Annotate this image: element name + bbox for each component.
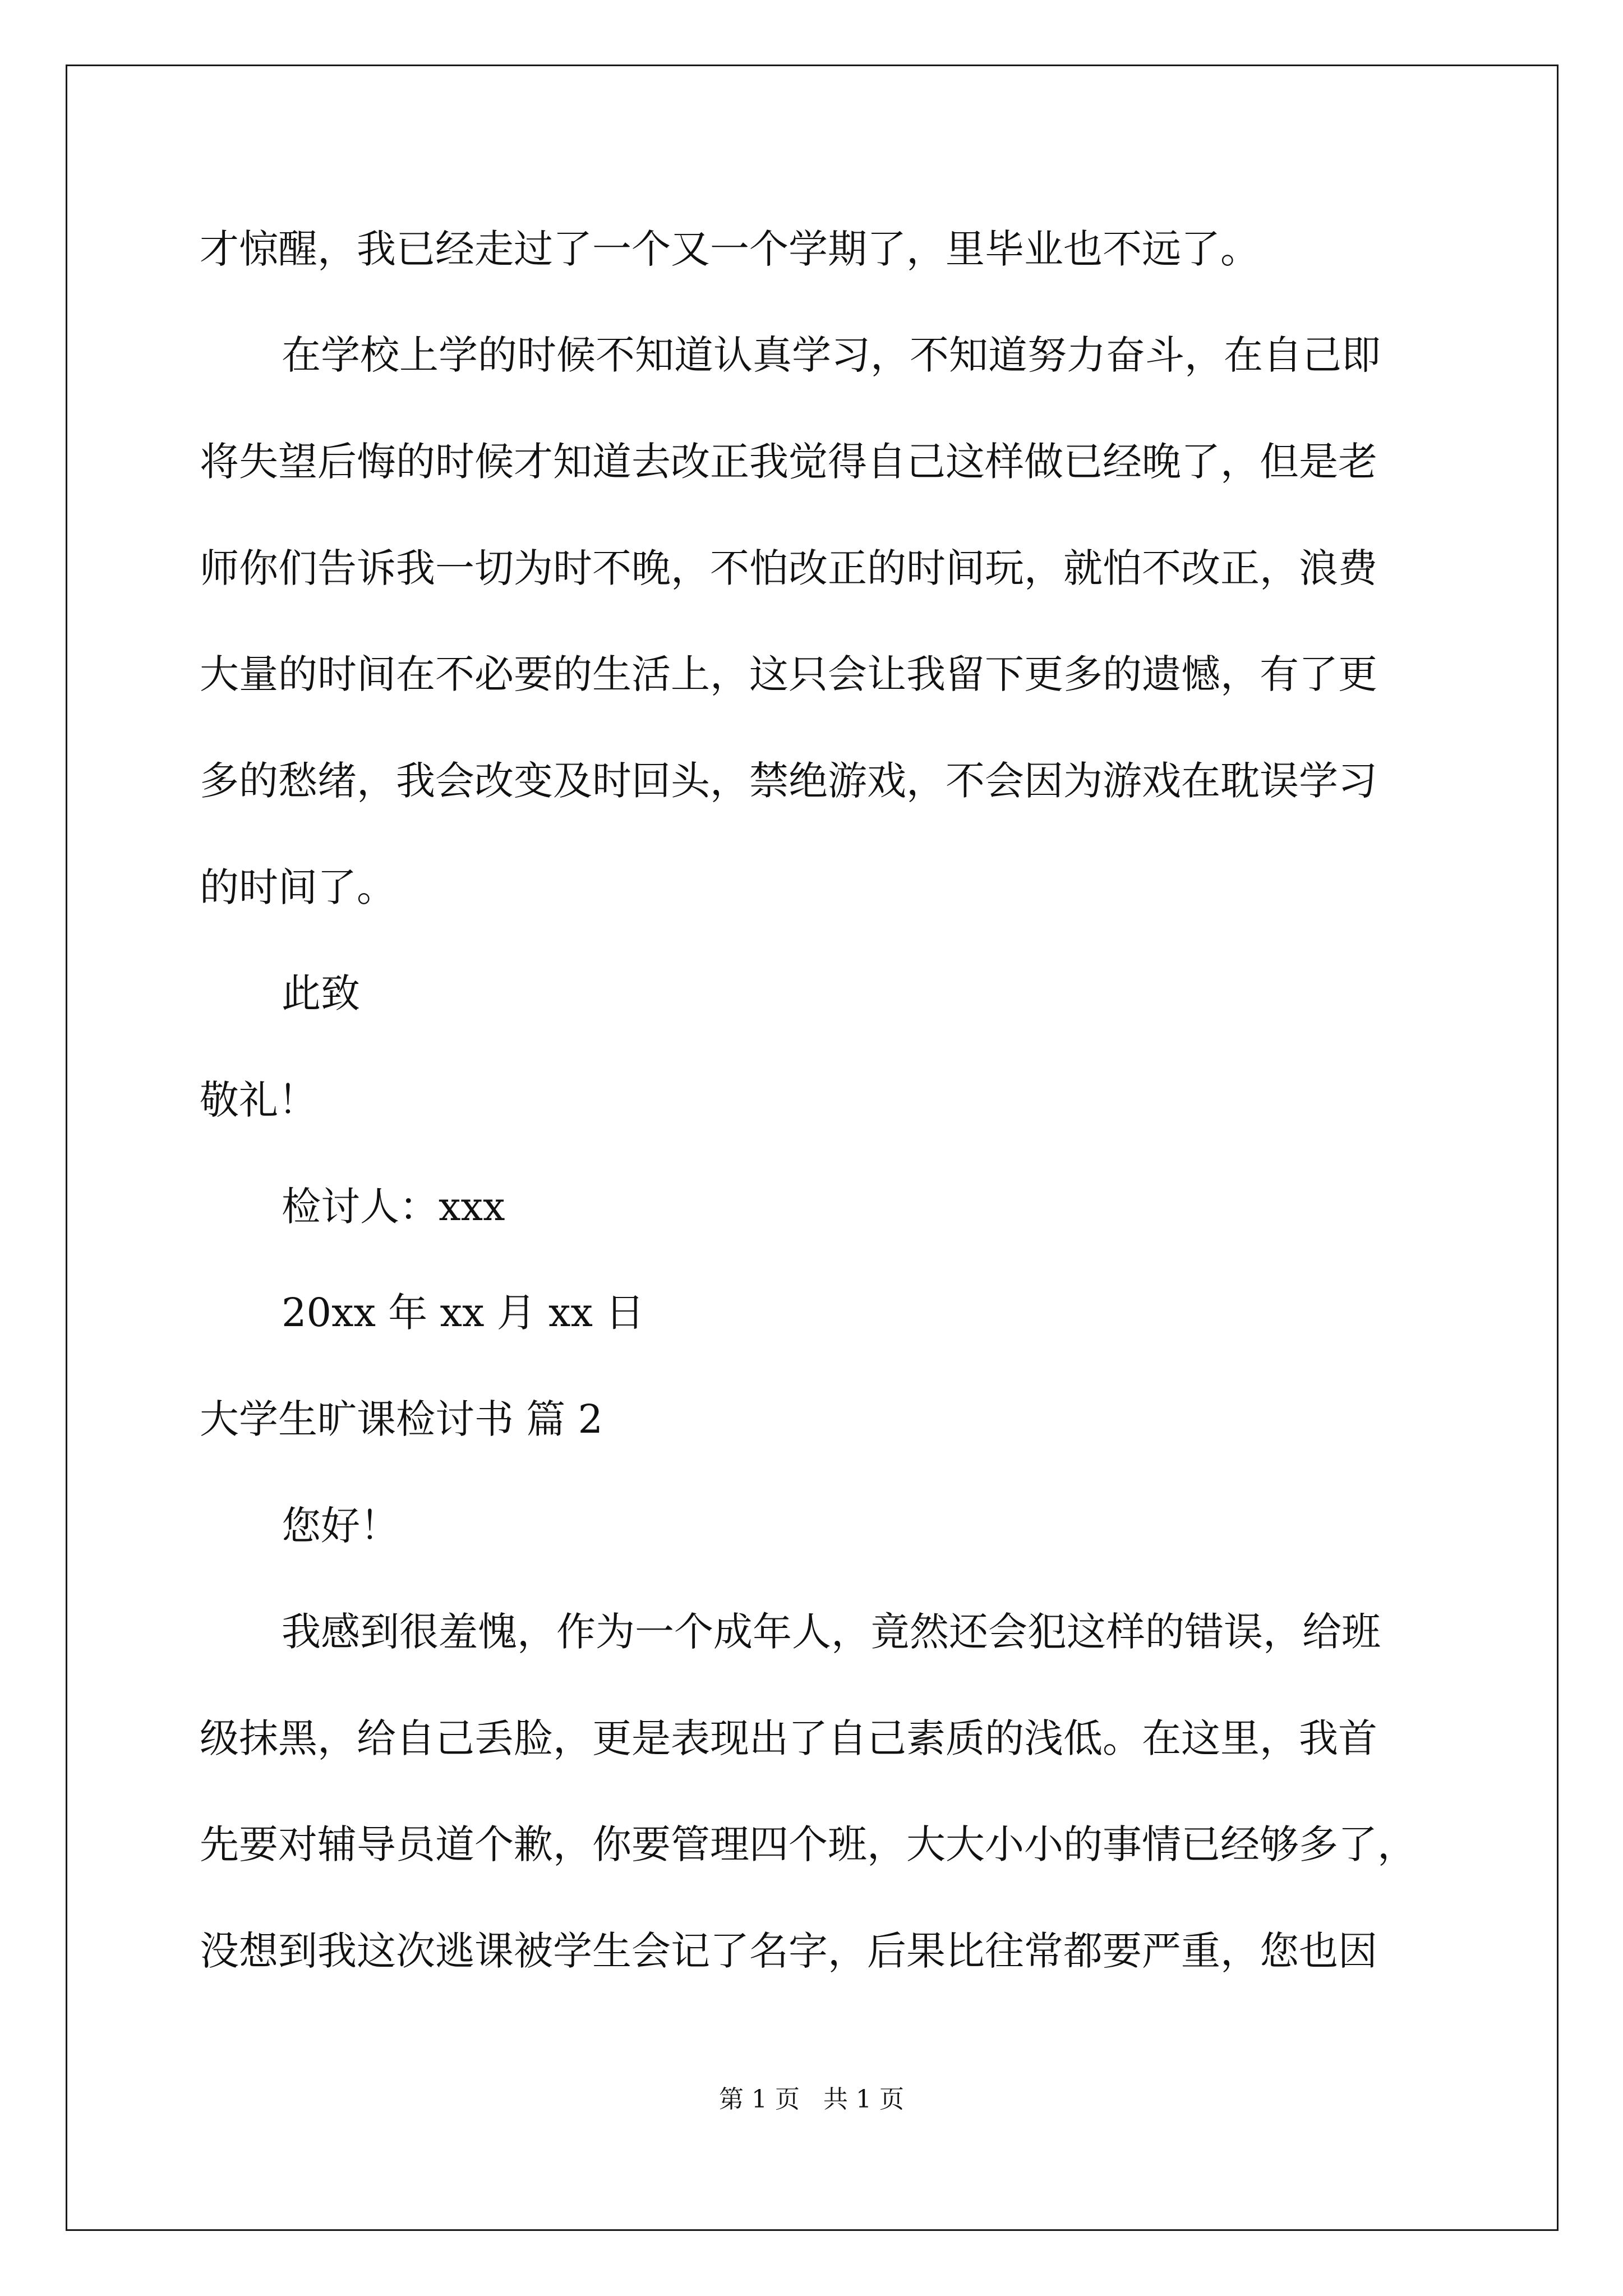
body-line-6: 多的愁绪，我会改变及时回头，禁绝游戏，不会因为游戏在耽误学习	[200, 758, 1377, 804]
closing-regards: 敬礼！	[200, 1077, 317, 1123]
page-border	[66, 65, 1559, 2231]
body-line-8: 我感到很羞愧，作为一个成年人，竟然还会犯这样的错误，给班	[282, 1609, 1381, 1655]
body-line-2: 在学校上学的时候不知道认真学习，不知道努力奋斗，在自己即	[282, 332, 1381, 378]
section-heading: 大学生旷课检讨书 篇 2	[200, 1396, 603, 1442]
body-line-5: 大量的时间在不必要的生活上，这只会让我留下更多的遗憾，有了更	[200, 651, 1377, 697]
signature-author: 检讨人：xxx	[282, 1184, 505, 1230]
body-line-10: 先要对辅导员道个歉，你要管理四个班，大大小小的事情已经够多了，	[200, 1821, 1417, 1867]
body-line-3: 将失望后悔的时候才知道去改正我觉得自己这样做已经晚了，但是老	[200, 439, 1377, 485]
greeting: 您好！	[282, 1503, 399, 1549]
body-line-1: 才惊醒，我已经走过了一个又一个学期了，里毕业也不远了。	[200, 226, 1260, 272]
closing-salutation: 此致	[282, 970, 360, 1016]
signature-date: 20xx 年 xx 月 xx 日	[282, 1290, 645, 1336]
page-footer: 第 1 页 共 1 页	[719, 2085, 904, 2114]
body-line-7: 的时间了。	[200, 864, 396, 910]
body-line-11: 没想到我这次逃课被学生会记了名字，后果比往常都要严重，您也因	[200, 1928, 1377, 1974]
body-line-9: 级抹黑，给自己丢脸，更是表现出了自己素质的浅低。在这里，我首	[200, 1715, 1377, 1761]
body-line-4: 师你们告诉我一切为时不晚，不怕改正的时间玩，就怕不改正，浪费	[200, 545, 1377, 591]
